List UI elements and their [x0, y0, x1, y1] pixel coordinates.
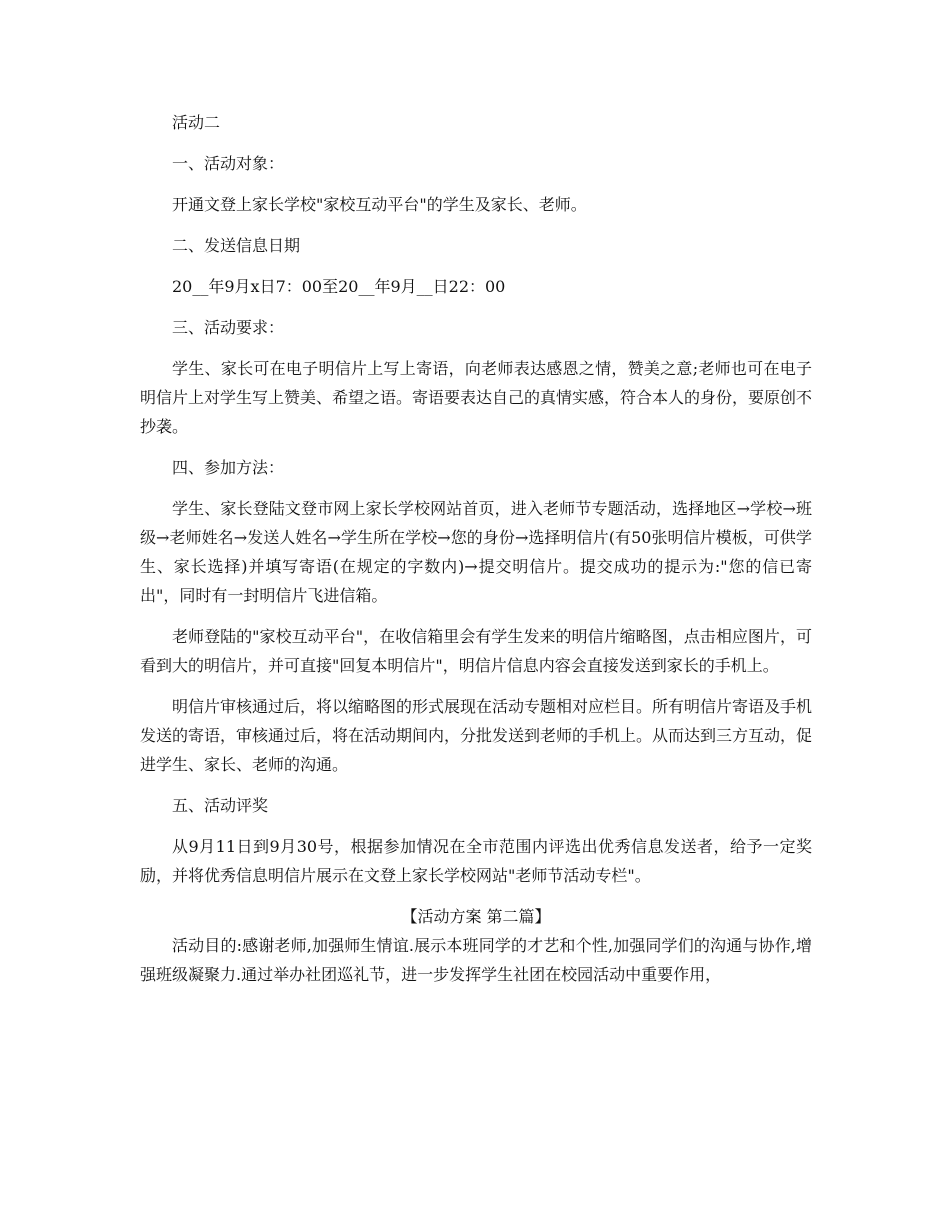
section-3-body: 学生、家长可在电子明信片上写上寄语，向老师表达感恩之情，赞美之意;老师也可在电子明信片上对学生写上赞美、希望之语。寄语要表达自己的真情实感，符合本人的身份，要原创不抄袭。	[140, 359, 813, 436]
document-page	[140, 108, 812, 989]
section-4-heading: 四、参加方法：	[172, 458, 285, 477]
section-1-body: 开通文登上家长学校"家校互动平台"的学生及家长、老师。	[172, 195, 587, 214]
part-2-title: 【活动方案 第二篇】	[401, 907, 551, 926]
section-4-paragraph-2: 老师登陆的"家校互动平台"，在收信箱里会有学生发来的明信片缩略图，点击相应图片，可看到大的明信片，并可直接"回复本明信片"，明信片信息内容会直接发送到家长的手机上。	[140, 627, 812, 675]
section-1-heading: 一、活动对象：	[172, 154, 285, 173]
activity-title: 活动二	[172, 113, 221, 132]
section-5-heading: 五、活动评奖	[172, 796, 269, 815]
section-3-heading: 三、活动要求：	[172, 318, 285, 337]
part-2-body: 活动目的:感谢老师,加强师生情谊.展示本班同学的才艺和个性,加强同学们的沟通与协作,增强班级凝聚力.通过举办社团巡礼节，进一步发挥学生社团在校园活动中重要作用，	[140, 936, 812, 984]
section-2-heading: 二、发送信息日期	[172, 236, 301, 255]
section-2-body: 20__年9月x日7：00至20__年9月__日22：00	[172, 277, 506, 296]
section-4-paragraph-3: 明信片审核通过后，将以缩略图的形式展现在活动专题相对应栏目。所有明信片寄语及手机发送的寄语，审核通过后，将在活动期间内，分批发送到老师的手机上。从而达到三方互动，促进学生、家长、老师的沟通。	[140, 697, 813, 774]
section-4-paragraph-1: 学生、家长登陆文登市网上家长学校网站首页，进入老师节专题活动，选择地区→学校→班级→老师姓名→发送人姓名→学生所在学校→您的身份→选择明信片(有50张明信片模板，可供学生、家长选择)并填写寄语(在规定的字数内)→提交明信片。提交成功的提示为:"您的信已寄出"，同时有一封明信片飞进信箱。	[140, 499, 812, 605]
section-5-body: 从9月11日到9月30号，根据参加情况在全市范围内评选出优秀信息发送者，给予一定奖励，并将优秀信息明信片展示在文登上家长学校网站"老师节活动专栏"。	[140, 837, 812, 885]
